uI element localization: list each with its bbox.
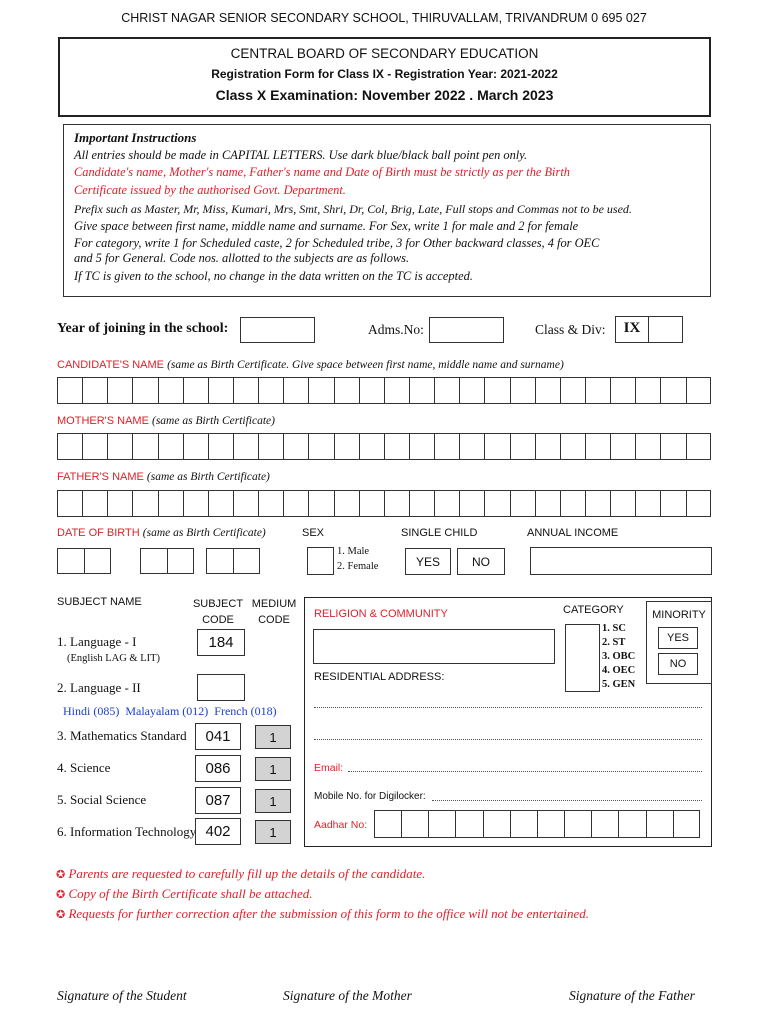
sex-option-female: 2. Female <box>337 561 379 572</box>
char-box[interactable] <box>610 490 635 517</box>
subject-science: 4. Science <box>57 760 111 775</box>
char-box[interactable] <box>537 810 564 838</box>
char-box[interactable] <box>374 810 401 838</box>
instruction-line: All entries should be made in CAPITAL LETTERS. Use dark blue/black ball point pen only. <box>74 148 528 162</box>
adms-label: Adms.No: <box>368 322 424 337</box>
note-bullet-icon: ✪ <box>56 908 66 921</box>
char-box[interactable] <box>384 433 409 460</box>
char-box[interactable] <box>334 433 359 460</box>
char-box[interactable] <box>140 548 167 574</box>
minority-no[interactable]: NO <box>658 653 698 675</box>
char-box[interactable] <box>132 377 157 404</box>
char-box[interactable] <box>585 377 610 404</box>
char-box[interactable] <box>660 377 685 404</box>
char-box[interactable] <box>334 377 359 404</box>
char-box[interactable] <box>283 433 308 460</box>
char-box[interactable] <box>206 548 233 574</box>
adms-field[interactable] <box>429 317 504 343</box>
char-box[interactable] <box>459 490 484 517</box>
char-box[interactable] <box>434 490 459 517</box>
instruction-line: Prefix such as Master, Mr, Miss, Kumari, Mrs, Smt, Shri, Dr, Col, Brig, Late, Full stops and Commas not to be used. <box>74 202 632 216</box>
char-box[interactable] <box>57 490 82 517</box>
sex-field[interactable] <box>307 547 334 575</box>
year-joining-field[interactable] <box>240 317 315 343</box>
char-box[interactable] <box>510 810 537 838</box>
minority-yes[interactable]: YES <box>658 627 698 649</box>
char-box[interactable] <box>686 377 711 404</box>
char-box[interactable] <box>428 810 455 838</box>
instructions-title: Important Instructions <box>74 130 197 145</box>
char-box[interactable] <box>57 433 82 460</box>
dob-day-boxes[interactable] <box>57 548 111 574</box>
char-box[interactable] <box>82 490 107 517</box>
char-box[interactable] <box>84 548 111 574</box>
char-box[interactable] <box>401 810 428 838</box>
annual-income-label: ANNUAL INCOME <box>527 527 619 539</box>
char-box[interactable] <box>158 490 183 517</box>
dob-label <box>57 527 266 539</box>
category-obc: 3. OBC <box>602 651 636 662</box>
char-box[interactable] <box>308 377 333 404</box>
religion-label: RELIGION & COMMUNITY <box>314 608 448 620</box>
instruction-line: If TC is given to the school, no change in the data written on the TC is accepted. <box>74 269 473 283</box>
single-child-no[interactable]: NO <box>457 548 505 575</box>
char-box[interactable] <box>57 377 82 404</box>
char-box[interactable] <box>132 433 157 460</box>
char-box[interactable] <box>483 810 510 838</box>
dob-note: (same as Birth Certificate) <box>142 527 266 539</box>
science-medium[interactable]: 1 <box>255 757 291 781</box>
char-box[interactable] <box>610 433 635 460</box>
char-box[interactable] <box>510 433 535 460</box>
note-bullet-icon: ✪ <box>56 868 66 881</box>
science-code[interactable]: 086 <box>195 755 241 782</box>
school-name: CHRIST NAGAR SENIOR SECONDARY SCHOOL, THIRUVALLAM, TRIVANDRUM 0 695 027 <box>121 11 647 25</box>
address-line-2[interactable] <box>314 739 702 740</box>
char-box[interactable] <box>459 377 484 404</box>
signature-mother: Signature of the Mother <box>283 988 412 1003</box>
single-child-label: SINGLE CHILD <box>401 527 478 539</box>
sex-label: SEX <box>302 527 325 539</box>
char-box[interactable] <box>409 433 434 460</box>
char-box[interactable] <box>660 490 685 517</box>
char-box[interactable] <box>560 377 585 404</box>
char-box[interactable] <box>673 810 700 838</box>
char-box[interactable] <box>455 810 482 838</box>
subject-language-1-sub: (English LAG & LIT) <box>67 653 161 664</box>
char-box[interactable] <box>660 433 685 460</box>
char-box[interactable] <box>183 377 208 404</box>
mobile-label: Mobile No. for Digilocker: <box>314 791 426 802</box>
char-box[interactable] <box>57 548 84 574</box>
subject-social-science: 5. Social Science <box>57 792 147 807</box>
aadhar-boxes[interactable] <box>374 810 700 838</box>
social-science-code[interactable]: 087 <box>195 787 241 814</box>
char-box[interactable] <box>646 810 673 838</box>
note-1 <box>56 866 425 882</box>
candidate-name-title: CANDIDATE'S NAME <box>57 359 165 371</box>
subject-code-header-1: SUBJECT <box>192 598 244 610</box>
char-box[interactable] <box>132 490 157 517</box>
religion-field[interactable] <box>313 629 555 664</box>
father-name-title: FATHER'S NAME <box>57 471 144 483</box>
category-st: 2. ST <box>602 637 626 648</box>
char-box[interactable] <box>233 490 258 517</box>
information-technology-medium[interactable]: 1 <box>255 820 291 844</box>
mobile-line[interactable] <box>432 800 702 801</box>
char-box[interactable] <box>618 810 645 838</box>
char-box[interactable] <box>535 377 560 404</box>
char-box[interactable] <box>591 810 618 838</box>
dob-year-boxes[interactable] <box>206 548 260 574</box>
char-box[interactable] <box>384 377 409 404</box>
medium-code-header-1: MEDIUM <box>251 598 297 610</box>
father-name-boxes[interactable] <box>57 490 711 517</box>
mother-name-label <box>57 415 275 427</box>
mathematics-code[interactable]: 041 <box>195 723 241 750</box>
medium-code-header-2: CODE <box>258 614 290 626</box>
instruction-line: and 5 for General. Code nos. allotted to the subjects are as follows. <box>74 251 410 265</box>
category-oec: 4. OEC <box>602 665 636 676</box>
category-options <box>602 622 635 692</box>
char-box[interactable] <box>82 433 107 460</box>
char-box[interactable] <box>334 490 359 517</box>
language-1-code[interactable]: 184 <box>197 629 245 656</box>
char-box[interactable] <box>208 433 233 460</box>
instruction-line: For category, write 1 for Scheduled caste, 2 for Scheduled tribe, 3 for Other backward classes, 4 for OEC <box>74 236 600 250</box>
dob-title: DATE OF BIRTH <box>57 527 140 539</box>
char-box[interactable] <box>510 377 535 404</box>
char-box[interactable] <box>384 490 409 517</box>
year-joining-label: Year of joining in the school: <box>57 321 229 336</box>
char-box[interactable] <box>183 433 208 460</box>
father-name-note: (same as Birth Certificate) <box>146 471 270 483</box>
char-box[interactable] <box>167 548 194 574</box>
char-box[interactable] <box>535 490 560 517</box>
annual-income-field[interactable] <box>530 547 712 575</box>
instruction-line: Certificate issued by the authorised Govt. Department. <box>74 183 346 197</box>
char-box[interactable] <box>158 377 183 404</box>
minority-label: MINORITY <box>652 609 706 621</box>
char-box[interactable] <box>510 490 535 517</box>
char-box[interactable] <box>686 490 711 517</box>
char-box[interactable] <box>308 433 333 460</box>
char-box[interactable] <box>158 433 183 460</box>
note-2 <box>56 886 313 902</box>
subject-code-header-2: CODE <box>202 614 234 626</box>
char-box[interactable] <box>409 490 434 517</box>
char-box[interactable] <box>233 433 258 460</box>
email-label: Email: <box>314 762 344 774</box>
single-child-yes[interactable]: YES <box>405 548 451 575</box>
language-2-options: Hindi (085) Malayalam (012) French (018) <box>63 704 277 718</box>
char-box[interactable] <box>564 810 591 838</box>
char-box[interactable] <box>359 377 384 404</box>
mother-name-title: MOTHER'S NAME <box>57 415 149 427</box>
char-box[interactable] <box>233 548 260 574</box>
subject-language-1: 1. Language - I <box>57 634 137 649</box>
char-box[interactable] <box>208 490 233 517</box>
sex-option-male: 1. Male <box>337 546 370 557</box>
char-box[interactable] <box>484 377 509 404</box>
char-box[interactable] <box>283 490 308 517</box>
char-box[interactable] <box>258 433 283 460</box>
char-box[interactable] <box>283 377 308 404</box>
div-field[interactable] <box>648 316 683 343</box>
note-1-text: Parents are requested to carefully fill up the details of the candidate. <box>68 866 426 881</box>
category-gen: 5. GEN <box>602 679 636 690</box>
father-name-label <box>57 471 270 483</box>
char-box[interactable] <box>258 377 283 404</box>
char-box[interactable] <box>233 377 258 404</box>
board-name: CENTRAL BOARD OF SECONDARY EDUCATION <box>230 46 539 61</box>
char-box[interactable] <box>359 433 384 460</box>
char-box[interactable] <box>107 490 132 517</box>
char-box[interactable] <box>635 490 660 517</box>
subject-language-2: 2. Language - II <box>57 680 141 695</box>
category-label: CATEGORY <box>563 604 624 616</box>
aadhar-label: Aadhar No: <box>314 819 368 831</box>
note-2-text: Copy of the Birth Certificate shall be attached. <box>68 886 313 901</box>
candidate-name-label <box>57 359 564 371</box>
char-box[interactable] <box>183 490 208 517</box>
class-field[interactable]: IX <box>615 316 649 343</box>
char-box[interactable] <box>635 377 660 404</box>
char-box[interactable] <box>484 490 509 517</box>
exam-title: Class X Examination: November 2022 . March 2023 <box>215 87 554 103</box>
mother-name-boxes[interactable] <box>57 433 711 460</box>
registration-title: Registration Form for Class IX - Registration Year: 2021-2022 <box>211 67 558 81</box>
char-box[interactable] <box>434 377 459 404</box>
subject-name-header: SUBJECT NAME <box>57 596 142 608</box>
char-box[interactable] <box>610 377 635 404</box>
residential-address-label: RESIDENTIAL ADDRESS: <box>314 671 445 683</box>
char-box[interactable] <box>434 433 459 460</box>
information-technology-code[interactable]: 402 <box>195 818 241 845</box>
char-box[interactable] <box>359 490 384 517</box>
candidate-name-boxes[interactable] <box>57 377 711 404</box>
note-3-text: Requests for further correction after the submission of this form to the office will not be entertained. <box>68 906 590 921</box>
signature-student: Signature of the Student <box>57 988 187 1003</box>
char-box[interactable] <box>484 433 509 460</box>
char-box[interactable] <box>560 490 585 517</box>
medium-code-header <box>244 596 304 628</box>
category-sc: 1. SC <box>602 623 626 634</box>
char-box[interactable] <box>459 433 484 460</box>
char-box[interactable] <box>258 490 283 517</box>
char-box[interactable] <box>585 433 610 460</box>
char-box[interactable] <box>107 433 132 460</box>
instruction-line: Candidate's name, Mother's name, Father's name and Date of Birth must be strictly as per the Birth <box>74 165 570 179</box>
social-science-medium[interactable]: 1 <box>255 789 291 813</box>
email-line[interactable] <box>348 771 702 772</box>
address-line-1[interactable] <box>314 707 702 708</box>
dob-month-boxes[interactable] <box>140 548 194 574</box>
category-field[interactable] <box>565 624 600 692</box>
candidate-name-note: (same as Birth Certificate. Give space between first name, middle name and surname) <box>167 359 564 371</box>
mathematics-medium[interactable]: 1 <box>255 725 291 749</box>
char-box[interactable] <box>560 433 585 460</box>
char-box[interactable] <box>208 377 233 404</box>
signature-father: Signature of the Father <box>569 988 695 1003</box>
char-box[interactable] <box>686 433 711 460</box>
char-box[interactable] <box>409 377 434 404</box>
note-3 <box>56 906 589 922</box>
language-2-code[interactable] <box>197 674 245 701</box>
class-div-label: Class & Div: <box>535 322 606 337</box>
mother-name-note: (same as Birth Certificate) <box>152 415 275 427</box>
subject-information-technology: 6. Information Technology <box>57 824 197 839</box>
note-bullet-icon: ✪ <box>56 888 66 901</box>
char-box[interactable] <box>308 490 333 517</box>
char-box[interactable] <box>585 490 610 517</box>
char-box[interactable] <box>107 377 132 404</box>
subject-mathematics: 3. Mathematics Standard <box>57 728 187 743</box>
char-box[interactable] <box>635 433 660 460</box>
subject-code-header <box>188 596 248 628</box>
char-box[interactable] <box>82 377 107 404</box>
instruction-line: Give space between first name, middle name and surname. For Sex, write 1 for male and 2 for female <box>74 219 579 233</box>
char-box[interactable] <box>535 433 560 460</box>
